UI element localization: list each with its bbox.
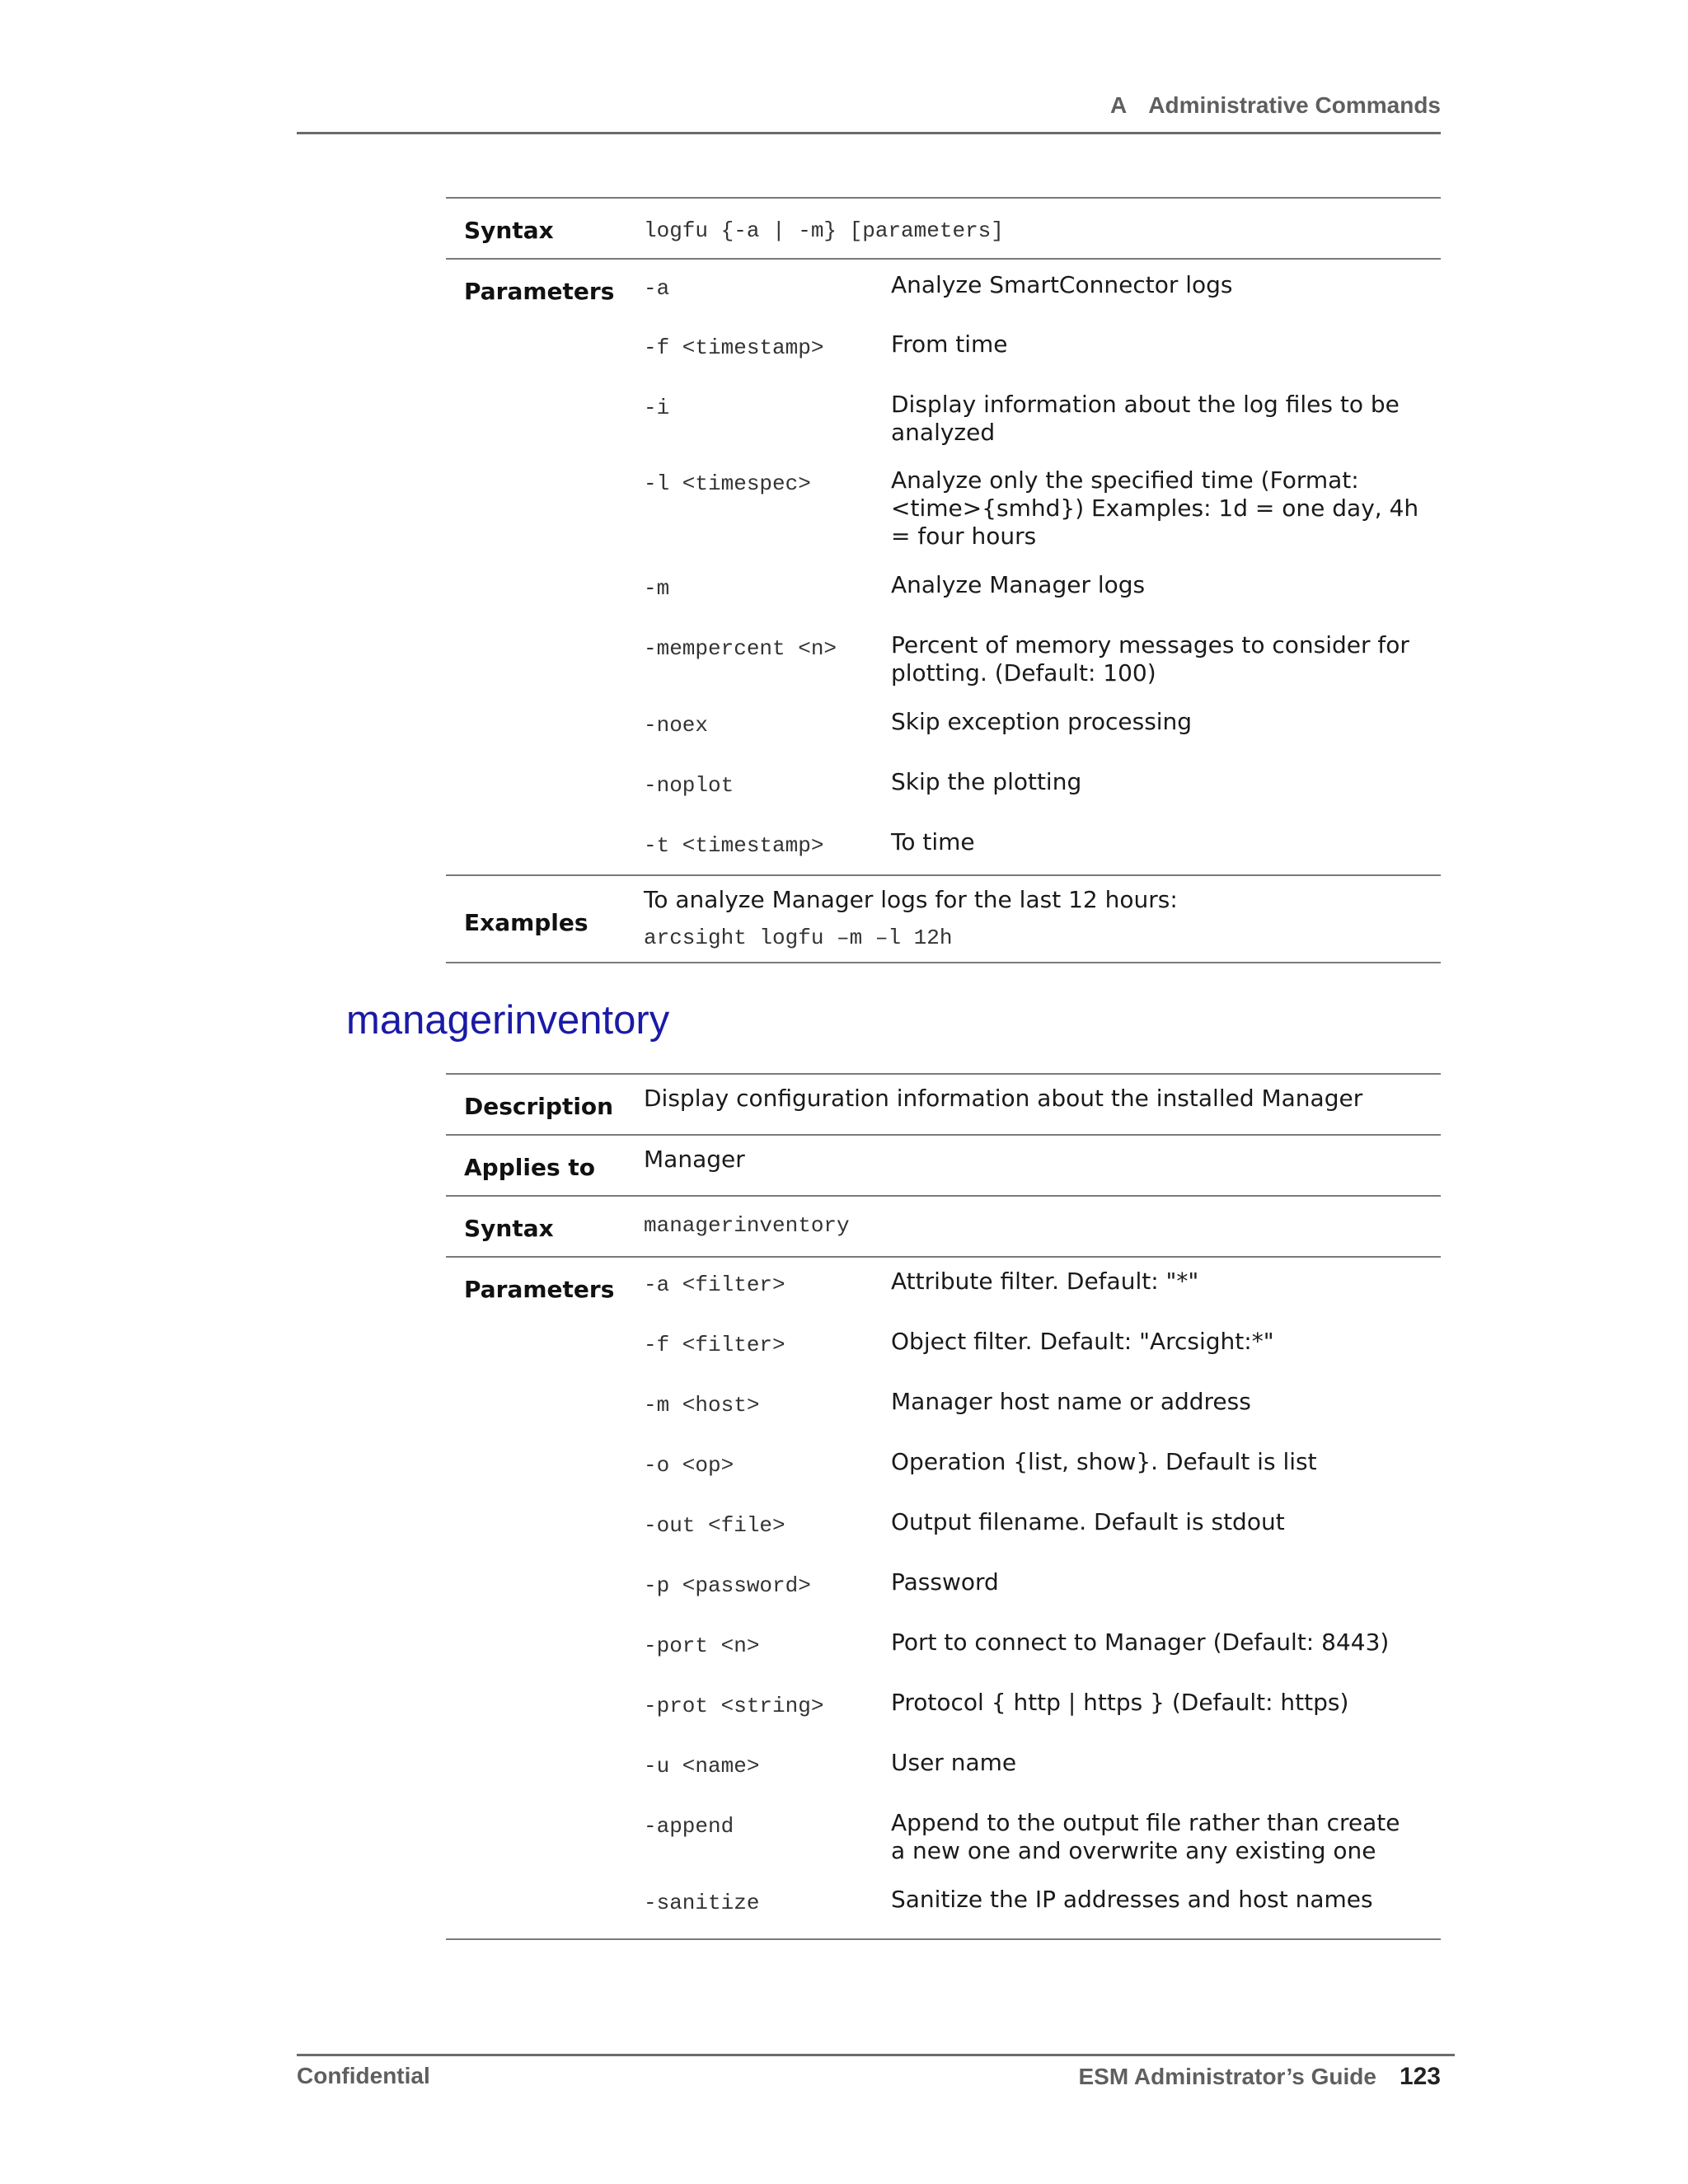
section-title: managerinventory xyxy=(346,998,670,1043)
parameter-name: -a <filter> xyxy=(644,1272,785,1297)
mi-description-row xyxy=(446,1073,1441,1134)
parameter-description: Append to the output file rather than create a new one and overwrite any existing one xyxy=(891,1809,1400,1864)
parameter-name: -noex xyxy=(644,713,709,738)
page-number: 123 xyxy=(1399,2063,1441,2090)
parameter-row xyxy=(644,631,1441,708)
parameter-description: Display information about the log files to be analyzed xyxy=(891,391,1400,446)
confidential-label: Confidential xyxy=(297,2063,430,2088)
parameter-row xyxy=(644,1268,1441,1328)
parameter-name: -m <host> xyxy=(644,1393,760,1418)
parameter-row xyxy=(644,1568,1441,1629)
applies-to-label: Applies to xyxy=(464,1154,595,1181)
parameter-name: -noplot xyxy=(644,773,734,798)
parameter-row xyxy=(644,708,1441,768)
parameter-list xyxy=(644,271,1441,874)
footer-right xyxy=(1078,2063,1441,2091)
logfu-syntax-row xyxy=(446,197,1441,258)
parameter-description: Sanitize the IP addresses and host names xyxy=(891,1886,1373,1913)
parameter-name: -a xyxy=(644,276,670,301)
parameter-description: Percent of memory messages to consider for plotting. (Default: 100) xyxy=(891,631,1409,687)
description-label: Description xyxy=(464,1093,614,1120)
parameter-name: -p <password> xyxy=(644,1573,811,1598)
logfu-examples-row xyxy=(446,874,1441,963)
parameter-description: Analyze only the specified time (Format: <time>{smhd}) Examples: 1d = one day, 4h = four hours xyxy=(891,466,1419,550)
parameter-name: -append xyxy=(644,1814,734,1839)
parameters-label: Parameters xyxy=(464,278,615,305)
running-header-text xyxy=(1110,92,1441,119)
parameter-description: Output filename. Default is stdout xyxy=(891,1508,1285,1535)
parameter-name: -i xyxy=(644,396,670,420)
parameter-row xyxy=(644,1388,1441,1448)
parameter-name: -l <timespec> xyxy=(644,471,811,496)
parameter-row xyxy=(644,1508,1441,1568)
guide-title: ESM Administrator’s Guide xyxy=(1078,2064,1376,2089)
parameters-label: Parameters xyxy=(464,1276,615,1303)
appendix-letter: A xyxy=(1110,92,1128,118)
parameter-row xyxy=(644,768,1441,828)
parameter-name: -mempercent <n> xyxy=(644,636,837,661)
parameter-row xyxy=(644,571,1441,631)
running-header xyxy=(297,92,1441,134)
parameter-description: Manager host name or address xyxy=(891,1388,1251,1415)
parameter-name: -u <name> xyxy=(644,1754,760,1779)
parameter-row xyxy=(644,271,1441,330)
parameter-row xyxy=(644,1749,1441,1809)
parameter-description: Skip exception processing xyxy=(891,708,1193,735)
parameter-description: To time xyxy=(891,828,975,855)
parameter-description: User name xyxy=(891,1749,1017,1776)
examples-value xyxy=(644,886,1441,962)
parameter-row xyxy=(644,1629,1441,1689)
parameter-row xyxy=(644,1328,1441,1388)
parameter-name: -prot <string> xyxy=(644,1694,824,1718)
parameter-description: Operation {list, show}. Default is list xyxy=(891,1448,1317,1475)
parameter-row xyxy=(644,1448,1441,1508)
parameter-row xyxy=(644,828,1441,888)
parameter-row xyxy=(644,1886,1441,1946)
applies-to-value: Manager xyxy=(644,1146,745,1173)
parameter-row xyxy=(644,330,1441,391)
syntax-label: Syntax xyxy=(464,217,554,244)
parameter-row xyxy=(644,1689,1441,1749)
syntax-value: managerinventory xyxy=(644,1213,850,1238)
parameter-name: -m xyxy=(644,576,670,601)
parameter-row xyxy=(644,391,1441,466)
page-footer xyxy=(297,2054,1455,2090)
description-value: Display configuration information about the installed Manager xyxy=(644,1085,1363,1112)
parameter-description: Skip the plotting xyxy=(891,768,1082,795)
parameter-description: Protocol { http | https } (Default: https) xyxy=(891,1689,1349,1716)
mi-syntax-row xyxy=(446,1195,1441,1256)
syntax-value: logfu {-a | -m} [parameters] xyxy=(644,218,1004,243)
example-code: arcsight logfu –m –l 12h xyxy=(644,926,953,950)
parameter-name: -out <file> xyxy=(644,1513,785,1538)
logfu-parameters-row xyxy=(446,258,1441,874)
parameter-list xyxy=(644,1268,1441,1938)
parameter-row xyxy=(644,1809,1441,1886)
parameter-name: -f <filter> xyxy=(644,1333,785,1357)
parameter-description: Password xyxy=(891,1568,999,1596)
managerinventory-table xyxy=(446,1073,1441,1940)
example-text: To analyze Manager logs for the last 12 hours: xyxy=(644,886,1178,913)
parameter-description: From time xyxy=(891,330,1008,358)
mi-applies-row xyxy=(446,1134,1441,1195)
parameter-name: -o <op> xyxy=(644,1453,734,1478)
appendix-title: Administrative Commands xyxy=(1148,92,1441,118)
logfu-table xyxy=(446,197,1441,963)
parameter-name: -t <timestamp> xyxy=(644,833,824,858)
syntax-label: Syntax xyxy=(464,1215,554,1242)
parameter-description: Analyze Manager logs xyxy=(891,571,1146,598)
examples-label: Examples xyxy=(464,909,588,936)
parameter-description: Port to connect to Manager (Default: 8443) xyxy=(891,1629,1390,1656)
parameter-description: Object filter. Default: "Arcsight:*" xyxy=(891,1328,1274,1355)
parameter-name: -sanitize xyxy=(644,1891,760,1915)
parameter-name: -port <n> xyxy=(644,1633,760,1658)
parameter-description: Analyze SmartConnector logs xyxy=(891,271,1233,298)
parameter-row xyxy=(644,466,1441,571)
parameter-name: -f <timestamp> xyxy=(644,335,824,360)
mi-parameters-row xyxy=(446,1256,1441,1940)
parameter-description: Attribute filter. Default: "*" xyxy=(891,1268,1199,1295)
